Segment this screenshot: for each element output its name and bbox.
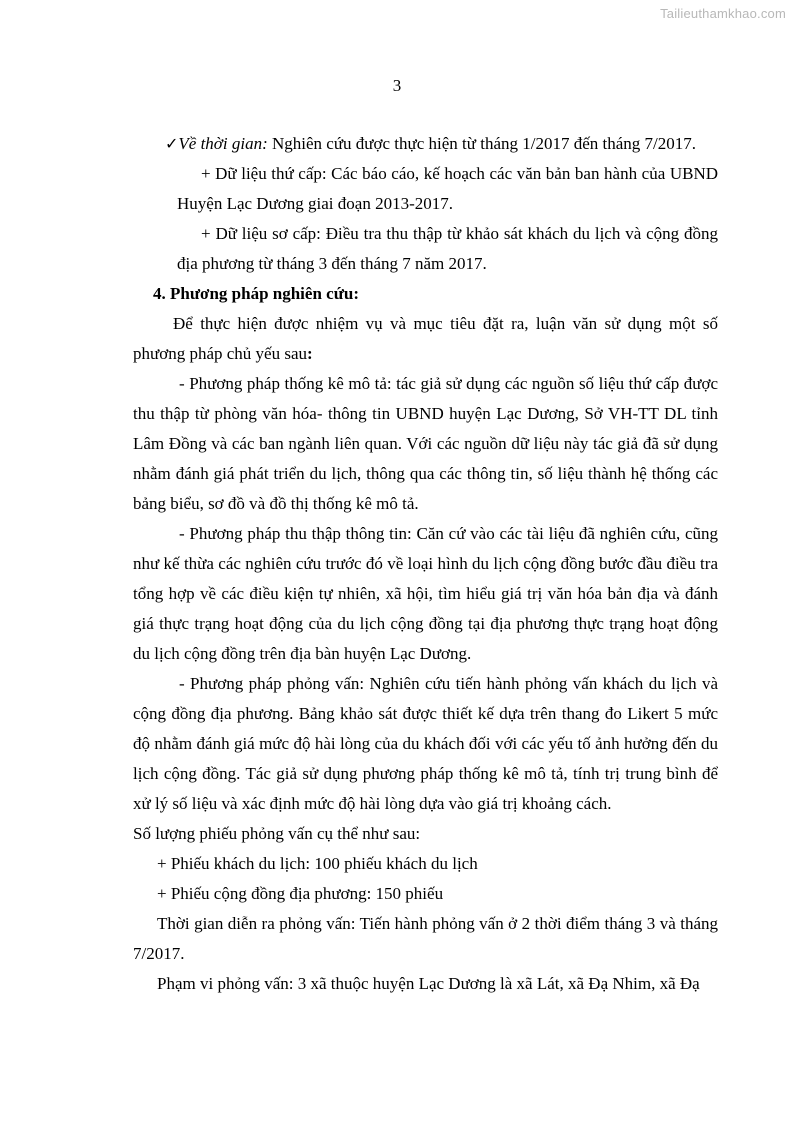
section-heading: 4. Phương pháp nghiên cứu: (153, 284, 360, 303)
intro-text: Để thực hiện được nhiệm vụ và mục tiêu đặt ra, luận văn sử dụng một số phương pháp chủ yếu sau (133, 314, 718, 363)
method-statistics-paragraph: - Phương pháp thống kê mô tả: tác giả sử dụng các nguồn số liệu thứ cấp được thu thập từ phòng văn hóa- thông tin UBND huyện Lạc Dương, Sở VH-TT DL tỉnh Lâm Đồng và các ban ngành liên quan. Với các nguồn dữ liệu này tác giả đã sử dụng nhằm đánh giá phát triển du lịch, thông qua các thông tin, số liệu thành hệ thống các bảng biểu, sơ đồ và đồ thị thống kê mô tả. (133, 374, 718, 513)
primary-data-paragraph: + Dữ liệu sơ cấp: Điều tra thu thập từ khảo sát khách du lịch và cộng đồng địa phương từ tháng 3 đến tháng 7 năm 2017. (177, 224, 718, 273)
page-number: 3 (392, 76, 402, 95)
scope-time-text: Nghiên cứu được thực hiện từ tháng 1/2017 đến tháng 7/2017. (267, 134, 697, 153)
method-interview-paragraph: - Phương pháp phỏng vấn: Nghiên cứu tiến hành phỏng vấn khách du lịch và cộng đồng địa phương. Bảng khảo sát được thiết kế dựa trên thang đo Likert 5 mức độ nhằm đánh giá mức độ hài lòng của du khách đối với các yếu tố ảnh hưởng đến du lịch cộng đồng. Tác giả sử dụng phương pháp thống kê mô tả, tính trị trung bình để xử lý số liệu và xác định mức độ hài lòng dựa vào giá trị khoảng cách. (133, 674, 718, 813)
scope-time-paragraph (165, 129, 718, 159)
watermark: Tailieuthamkhao.com (660, 6, 786, 21)
secondary-data-paragraph: + Dữ liệu thứ cấp: Các báo cáo, kế hoạch các văn bản ban hành của UBND Huyện Lạc Dương giai đoạn 2013-2017. (177, 164, 718, 213)
intro-colon: : (307, 344, 313, 363)
interview-time-paragraph: Thời gian diễn ra phỏng vấn: Tiến hành phỏng vấn ở 2 thời điểm tháng 3 và tháng 7/2017. (133, 914, 718, 963)
checkmark-icon: ✓ (165, 134, 179, 153)
ballot-community-item: + Phiếu cộng đồng địa phương: 150 phiếu (157, 884, 444, 903)
ballot-tourist-item: + Phiếu khách du lịch: 100 phiếu khách du lịch (157, 854, 478, 873)
scope-time-label: Về thời gian: (178, 134, 268, 153)
intro-paragraph (133, 309, 718, 369)
document-body (133, 129, 718, 999)
method-collection-paragraph: - Phương pháp thu thập thông tin: Căn cứ vào các tài liệu đã nghiên cứu, cũng như kế thừa các nghiên cứu trước đó về loại hình du lịch cộng đồng bước đầu điều tra tổng hợp về các điều kiện tự nhiên, xã hội, tìm hiểu giá trị văn hóa bản địa và đánh giá thực trạng hoạt động của du lịch cộng đồng tại địa phương thực trạng hoạt động du lịch cộng đồng trên địa bàn huyện Lạc Dương. (133, 524, 718, 663)
ballot-count-intro: Số lượng phiếu phỏng vấn cụ thể như sau: (133, 824, 421, 843)
interview-scope-paragraph: Phạm vi phỏng vấn: 3 xã thuộc huyện Lạc Dương là xã Lát, xã Đạ Nhim, xã Đạ (157, 974, 700, 993)
